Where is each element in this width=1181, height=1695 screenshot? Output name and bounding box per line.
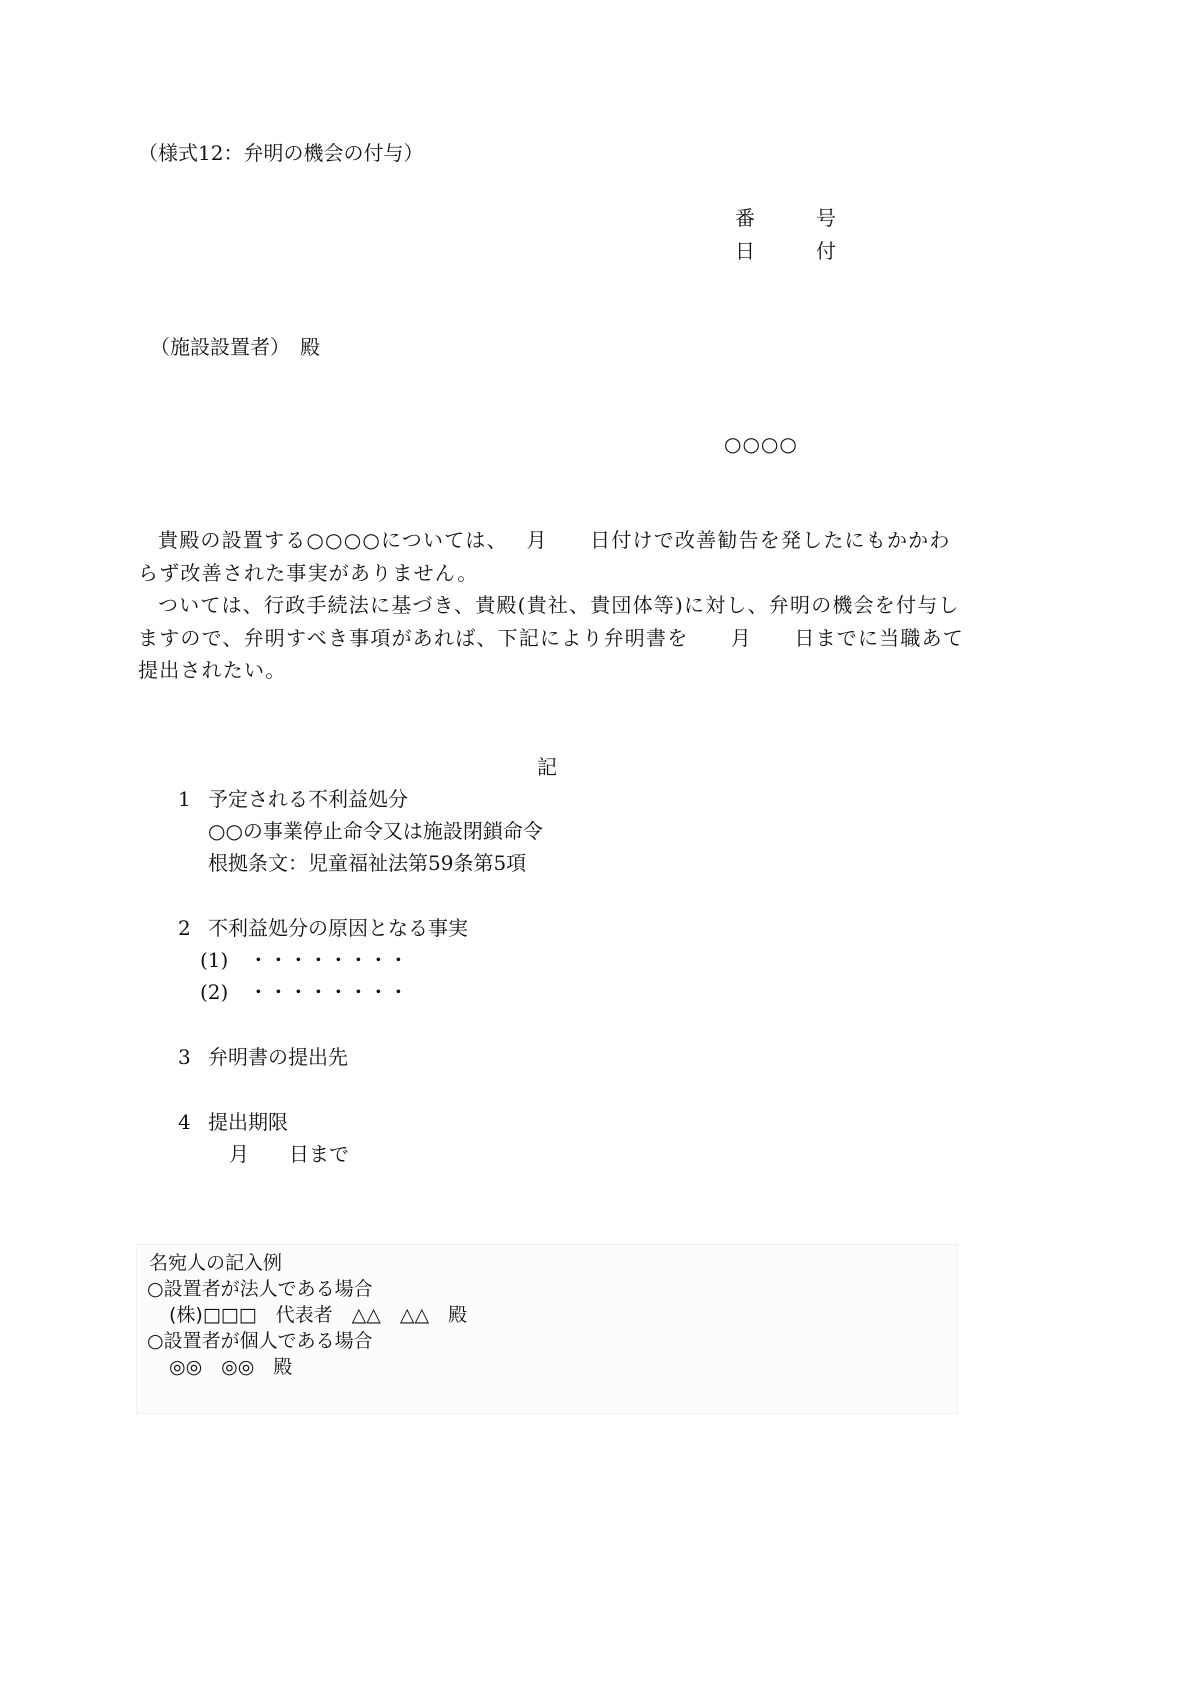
addressee-example-box [136,1244,958,1414]
item-1-line-2: 根拠条文：児童福祉法第59条第5項 [208,851,527,875]
note-case-1: ○設置者が法人である場合 [147,1278,373,1300]
item-2-sub-2: (2) ・・・・・・・・ [200,980,409,1004]
note-case-2-example: ◎◎ ◎◎ 殿 [169,1356,293,1378]
body-paragraphs [138,524,964,687]
issuer: ○○○○ [724,432,798,456]
item-3-number: 3 [178,1045,191,1069]
item-1-line-1: ○○の事業停止命令又は施設閉鎖命令 [208,819,543,843]
item-1-number: 1 [178,787,191,811]
item-4-number: 4 [178,1110,191,1134]
item-4-line-1: 月 日まで [229,1142,349,1166]
item-1-title: 予定される不利益処分 [208,787,408,811]
note-case-2: ○設置者が個人である場合 [147,1330,373,1352]
note-title: 名宛人の記入例 [149,1252,283,1274]
note-case-1-example: (株)□□□ 代表者 △△ △△ 殿 [169,1304,468,1326]
paragraph-1: 貴殿の設置する○○○○については、 月 日付けで改善勧告を発したにもかかわらず改善された事実がありません。 [138,528,951,585]
document-number-label-char2: 号 [816,206,836,230]
item-2-sub-1: (1) ・・・・・・・・ [200,948,409,972]
item-2-number: 2 [178,916,191,940]
document-number-label-char1: 番 [735,206,755,230]
form-label: （様式12：弁明の機会の付与） [138,141,424,165]
document-date-label-char2: 付 [816,239,836,263]
ki-heading: 記 [537,755,557,779]
item-4-title: 提出期限 [208,1110,288,1134]
item-2-title: 不利益処分の原因となる事実 [208,916,468,940]
paragraph-2: ついては、行政手続法に基づき、貴殿(貴社、貴団体等)に対し、弁明の機会を付与しますので、弁明すべき事項があれば、下記により弁明書を 月 日までに当職あて提出されたい。 [138,593,964,682]
addressee: （施設設置者） 殿 [150,335,320,359]
item-3-title: 弁明書の提出先 [208,1045,348,1069]
document-date-label-char1: 日 [735,239,755,263]
